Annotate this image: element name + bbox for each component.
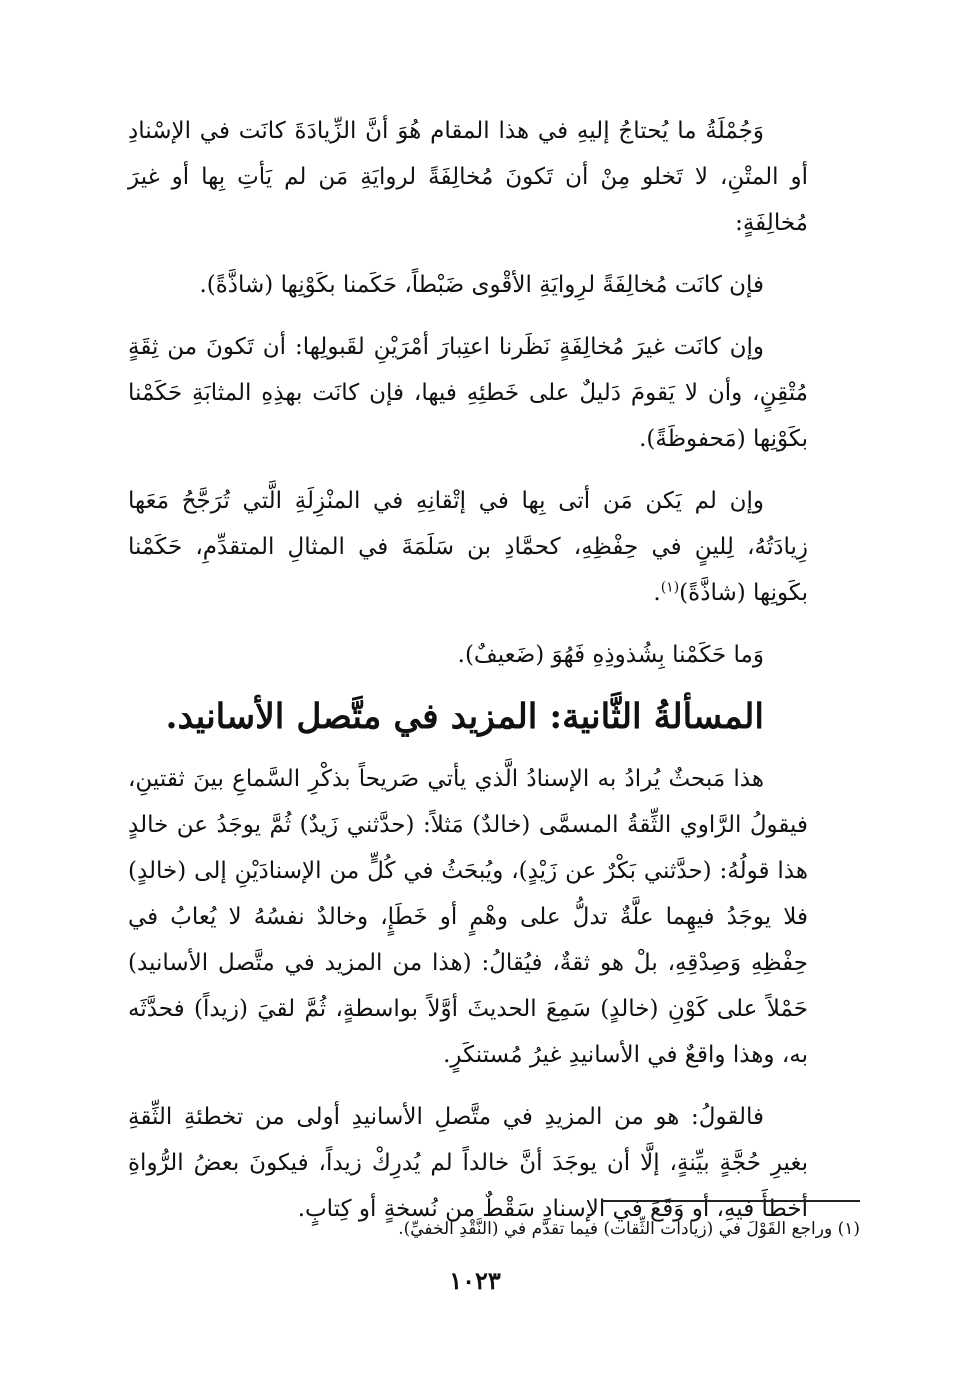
- paragraph-6: [128, 756, 808, 1078]
- footnote-text: وراجع القَوْلَ في (زيادات الثِّقات) فيما تقدَّم في (النَّقْدِ الخفيِّ).: [398, 1219, 833, 1239]
- paragraph-6-text: هذا مَبحثٌ يُرادُ به الإسنادُ الَّذي يأتي صَريحاً بذكْرِ السَّماعِ بينَ ثقتينِ، فيقولُ الرَّاوي الثِّقةُ المسمَّى (خالدٌ) مَثلاً: (حدَّثني زَيدٌ) ثُمَّ يوجَدُ عن خالدٍ هذا قولُهُ: (حدَّثني بَكْرٌ عن زَيْدٍ)، ويُبحَثُ في كُلٍّ من الإسنادَيْنِ إلى (خالدٍ) فلا يوجَدُ فيهِما علَّةٌ تدلُّ على وهْمٍ أو خَطَإٍ، وخالدٌ نفسُهُ لا يُعابُ في حِفْظِهِ وَصِدْقِهِ، بلْ هو ثقةٌ، فيُقالُ: (هذا من المزيد في متَّصل الأسانيد) حَمْلاً على كَوْنِ (خالدٍ) سَمِعَ الحديثَ أوَّلاً بواسطةٍ، ثُمَّ لقيَ (زيداً) فحدَّثَه به، وهذا واقعٌ في الأسانيدِ غيرُ مُستنكَرٍ.: [128, 766, 808, 1068]
- paragraph-3-text: وإن كانَت غيرَ مُخالِفَةٍ نَظَرنا اعتِبارَ أمْرَيْنِ لقَبولِها: أن تَكونَ من ثِقَةٍ مُتْقِنٍ، وأن لا يَقومَ دَليلٌ على خَطئِهِ فيها، فإن كانَت بهذِهِ المثابَةِ حَكَمْنا بكَوْنِها (مَحفوظَةً).: [128, 334, 808, 452]
- paragraph-5: [128, 632, 808, 678]
- paragraph-4-tail: .: [653, 580, 661, 606]
- footnote-divider: [602, 1200, 860, 1202]
- section-heading: المسألةُ الثَّانية: المزيد في متَّصل الأسانيد.: [165, 697, 764, 737]
- paragraph-5-text: وَما حَكَمْنا بِشُذوذِهِ فَهُوَ (ضَعيفٌ).: [457, 642, 764, 668]
- page-number: ١٠٢٣: [449, 1266, 501, 1295]
- paragraph-7: [128, 1094, 808, 1232]
- paragraph-2: [128, 262, 808, 308]
- paragraph-2-text: فإن كانَت مُخالِفَةً لرِوايَةِ الأقْوى ضَبْطاً، حَكَمنا بكَوْنِها (شاذَّةً).: [199, 272, 764, 298]
- paragraph-4-text: وإن لم يَكن مَن أتى بِها في إتْقانِهِ في المنْزِلَةِ الَّتي تُرَجَّحُ مَعَها زِيادَتُهُ، لِلينٍ في حِفْظِهِ، كحمَّادِ بن سَلَمَةَ في المثالِ المتقدِّمِ، حَكَمْنا بكَونِها (شاذَّةً): [128, 488, 808, 606]
- paragraph-1: [128, 108, 808, 246]
- paragraph-1-text: وَجُمْلَةُ ما يُحتاجُ إليهِ في هذا المقام هُوَ أنَّ الزِّيادَةَ كانَت في الإسْنادِ أو المتْنِ، لا تَخلو مِنْ أن تَكونَ مُخالِفَةً لروايَةِ مَن لم يَأتِ بِها أو غيرَ مُخالِفَةٍ:: [128, 118, 808, 236]
- paragraph-3: [128, 324, 808, 462]
- footnote-reference[interactable]: (١): [660, 579, 680, 596]
- main-text: [128, 108, 808, 1248]
- footnote: [300, 1215, 860, 1243]
- footnote-marker: (١): [837, 1219, 860, 1239]
- paragraph-7-text: فالقولُ: هو من المزيدِ في متَّصلِ الأسانيدِ أولى من تخطئةِ الثِّقةِ بغيرِ حُجَّةٍ بيِّنةٍ، إلَّا أن يوجَدَ أنَّ خالداً لم يُدرِكْ زيداً، فيكونَ بعضُ الرُّواةِ أخطأَ فيهِ، أو وَقَعَ في الإسنادِ سَقْطٌ من نُسخةٍ أو كِتابٍ.: [128, 1104, 808, 1222]
- paragraph-4: [128, 478, 808, 616]
